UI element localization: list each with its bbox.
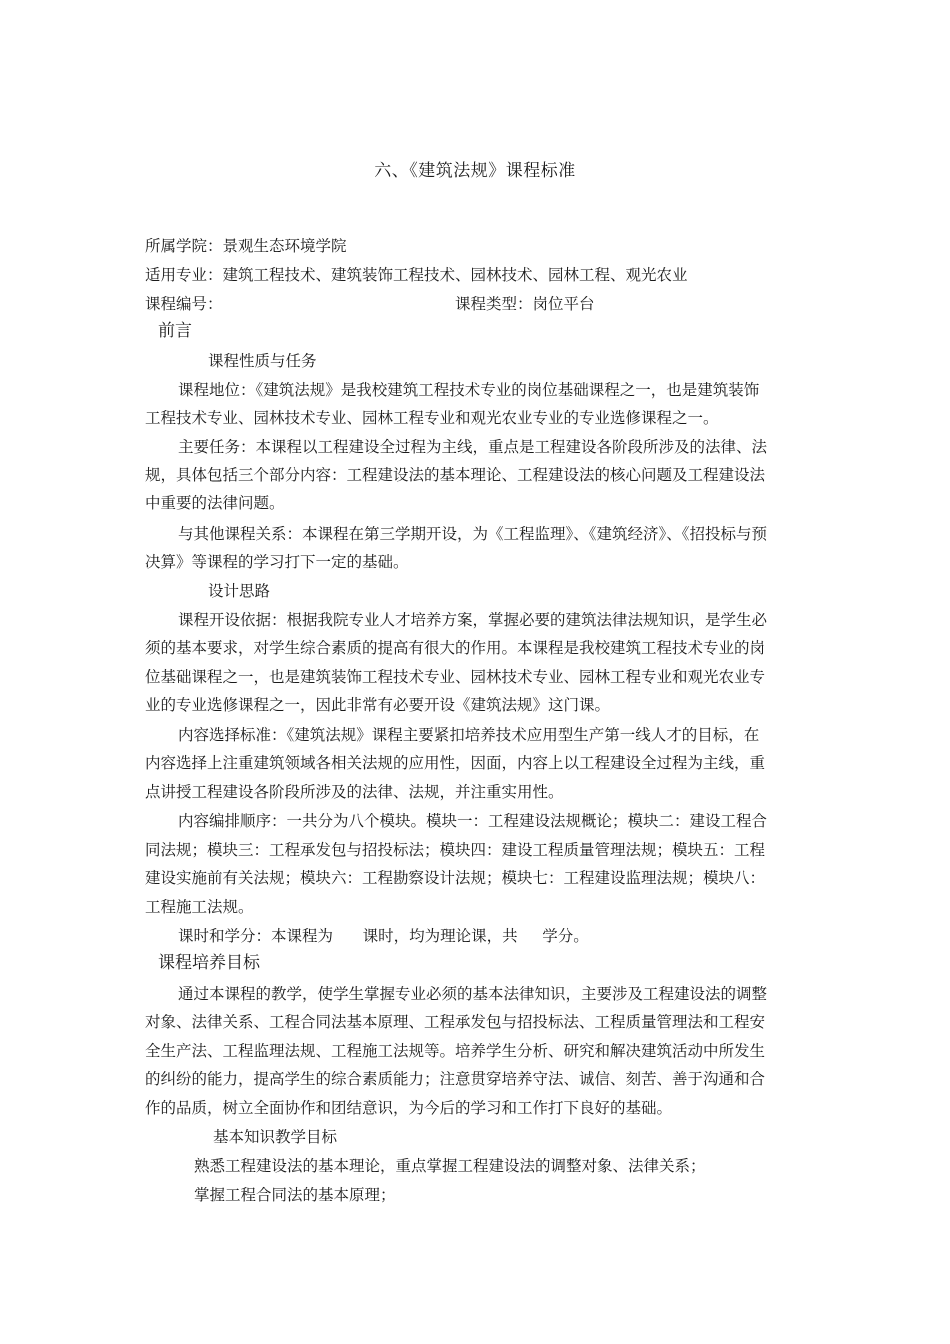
basis-line: 业的专业选修课程之一，因此非常有必要开设《建筑法规》这门课。	[145, 696, 611, 714]
preface-heading: 前言	[158, 321, 192, 341]
basis-line: 位基础课程之一，也是建筑装饰工程技术专业、园林技术专业、园林工程专业和观光农业专	[145, 668, 766, 686]
meta-majors: 适用专业：建筑工程技术、建筑装饰工程技术、园林技术、园林工程、观光农业	[145, 266, 688, 284]
objectives-intro-line: 对象、法律关系、工程合同法基本原理、工程承发包与招投标法、工程质量管理法和工程安	[145, 1013, 766, 1031]
status-line: 课程地位：《建筑法规》是我校建筑工程技术专业的岗位基础课程之一，也是建筑装饰	[178, 381, 760, 399]
selection-line: 内容选择标准：《建筑法规》课程主要紧扣培养技术应用型生产第一线人才的目标，在	[178, 726, 760, 744]
meta-course-code: 课程编号：	[145, 295, 223, 313]
knowledge-item: 熟悉工程建设法的基本理论，重点掌握工程建设法的调整对象、法律关系；	[194, 1157, 706, 1175]
meta-course-type: 课程类型：岗位平台	[455, 295, 595, 313]
objectives-intro-line: 通过本课程的教学，使学生掌握专业必须的基本法律知识，主要涉及工程建设法的调整	[178, 985, 768, 1003]
relation-line: 与其他课程关系：本课程在第三学期开设，为《工程监理》、《建筑经济》、《招投标与预	[178, 525, 768, 543]
document-title: 六、《建筑法规》课程标准	[374, 161, 576, 181]
objectives-intro-line: 的纠纷的能力，提高学生的综合素质能力；注意贯穿培养守法、诚信、刻苦、善于沟通和合	[145, 1070, 766, 1088]
task-line: 规，具体包括三个部分内容：工程建设法的基本理论、工程建设法的核心问题及工程建设法	[145, 466, 766, 484]
order-line: 内容编排顺序：一共分为八个模块。模块一：工程建设法规概论；模块二：建设工程合	[178, 812, 768, 830]
nature-heading: 课程性质与任务	[208, 352, 317, 370]
objectives-heading: 课程培养目标	[158, 953, 260, 973]
basis-line: 须的基本要求，对学生综合素质的提高有很大的作用。本课程是我校建筑工程技术专业的岗	[145, 639, 766, 657]
objectives-intro-line: 全生产法、工程监理法规、工程施工法规等。培养学生分析、研究和解决建筑活动中所发生	[145, 1042, 766, 1060]
design-heading: 设计思路	[208, 582, 271, 600]
order-line: 同法规；模块三：工程承发包与招投标法；模块四：建设工程质量管理法规；模块五：工程	[145, 841, 766, 859]
meta-college: 所属学院：景观生态环境学院	[145, 237, 347, 255]
hours-line: 课时和学分：本课程为 课时，均为理论课，共 学分。	[178, 927, 589, 945]
selection-line: 内容选择上注重建筑领域各相关法规的应用性，因面，内容上以工程建设全过程为主线，重	[145, 754, 766, 772]
basis-line: 课程开设依据：根据我院专业人才培养方案，掌握必要的建筑法律法规知识，是学生必	[178, 611, 768, 629]
selection-line: 点讲授工程建设各阶段所涉及的法律、法规，并注重实用性。	[145, 783, 564, 801]
task-line: 中重要的法律问题。	[145, 494, 285, 512]
knowledge-heading: 基本知识教学目标	[213, 1128, 338, 1146]
relation-line: 决算》等课程的学习打下一定的基础。	[145, 553, 409, 571]
order-line: 工程施工法规。	[145, 898, 254, 916]
status-line: 工程技术专业、园林技术专业、园林工程专业和观光农业专业的专业选修课程之一。	[145, 409, 719, 427]
order-line: 建设实施前有关法规；模块六：工程勘察设计法规；模块七：工程建设监理法规；模块八：	[145, 869, 766, 887]
task-line: 主要任务：本课程以工程建设全过程为主线，重点是工程建设各阶段所涉及的法律、法	[178, 438, 768, 456]
knowledge-item: 掌握工程合同法的基本原理；	[194, 1186, 396, 1204]
objectives-intro-line: 作的品质，树立全面协作和团结意识，为今后的学习和工作打下良好的基础。	[145, 1099, 673, 1117]
